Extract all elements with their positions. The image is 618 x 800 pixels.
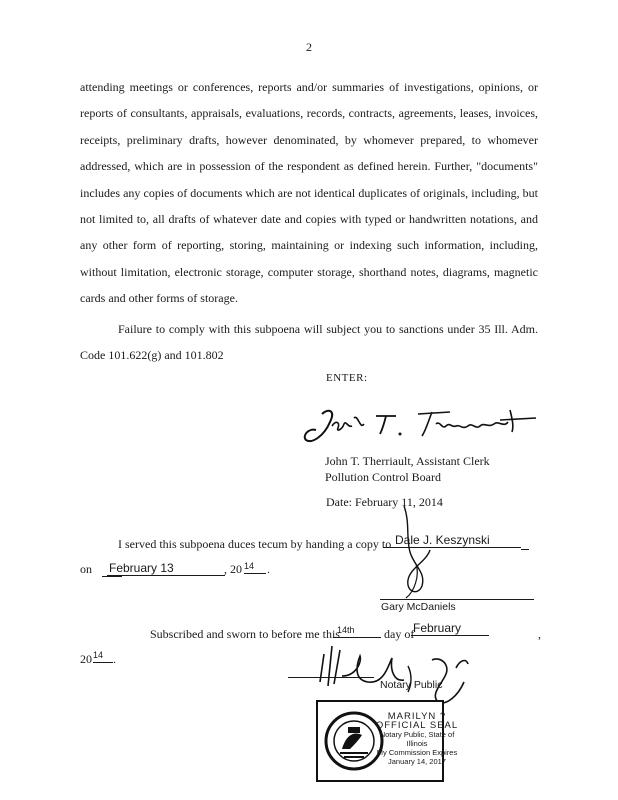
notary-comma: , <box>538 627 541 641</box>
page-number: 2 <box>306 40 312 54</box>
recipient-field: Dale J. Keszynski <box>383 533 521 548</box>
notary-signature-rule <box>288 677 374 678</box>
seal-name: MARILYN ? <box>387 711 447 722</box>
body-paragraph-documents-definition: attending meetings or conferences, reports and/or summaries of investigations, opinions, or reports of consultants, appraisals, evaluations, records, contracts, agreements, leases, invoices, receipts, preliminary drafts, however denominated, by whomever prepared, to whomever addressed, which are in possession of the respondent as defined herein. Further, "documents" includes any copies of documents which are not identical duplicates of originals, including, but not limited to, all drafts of whatever date and copies with typed or handwritten notations, and any other form of reporting, storing, maintaining or indexing such information, including, without limitation, electronic storage, computer storage, shorthand notes, diagrams, magnetic cards and other forms of storage. <box>80 80 538 306</box>
service-year-value: 14 <box>244 561 255 571</box>
day-of-label: day of <box>384 627 415 641</box>
clerk-signature <box>300 404 540 452</box>
server-name: Gary McDaniels <box>381 601 456 613</box>
clerk-block <box>325 454 490 485</box>
recipient-tail-rule <box>521 549 529 550</box>
service-year-prefix: , 20 <box>224 562 242 576</box>
seal-state: Notary Public, State of Illinois <box>379 730 455 748</box>
notary-year-prefix: 20 <box>80 652 92 666</box>
clerk-date: Date: February 11, 2014 <box>326 495 443 509</box>
notary-year-value: 14 <box>93 650 104 660</box>
notary-public-label: Notary Public <box>380 679 443 691</box>
notary-day-value: 14th <box>337 625 355 635</box>
notary-month-field: February <box>411 621 489 636</box>
clerk-board: Pollution Control Board <box>325 469 442 484</box>
seal-commission: My Commission Expires <box>376 748 458 757</box>
body-paragraph-sanctions: Failure to comply with this subpoena will subject you to sanctions under 35 Ill. Adm. Code 101.622(g) and 101.802 <box>80 322 538 363</box>
date-lead-rule <box>102 576 122 577</box>
subscribed-text: Subscribed and sworn to before me this <box>150 627 340 641</box>
on-label: on <box>80 562 92 576</box>
service-year-field <box>244 558 266 574</box>
service-date-field: February 13 <box>107 561 225 576</box>
server-signature <box>396 502 446 602</box>
served-text: I served this subpoena duces tecum by handing a copy to <box>118 537 392 551</box>
seal-official: OFFICIAL SEAL <box>375 720 459 731</box>
notary-seal-text <box>372 712 462 766</box>
enter-label: ENTER: <box>326 372 368 384</box>
clerk-name-title: John T. Therriault, Assistant Clerk <box>325 454 490 468</box>
seal-expiry: January 14, 2017 <box>388 757 446 766</box>
notary-year-field <box>93 647 113 663</box>
server-signature-rule <box>380 599 534 600</box>
notary-signature <box>300 636 480 708</box>
